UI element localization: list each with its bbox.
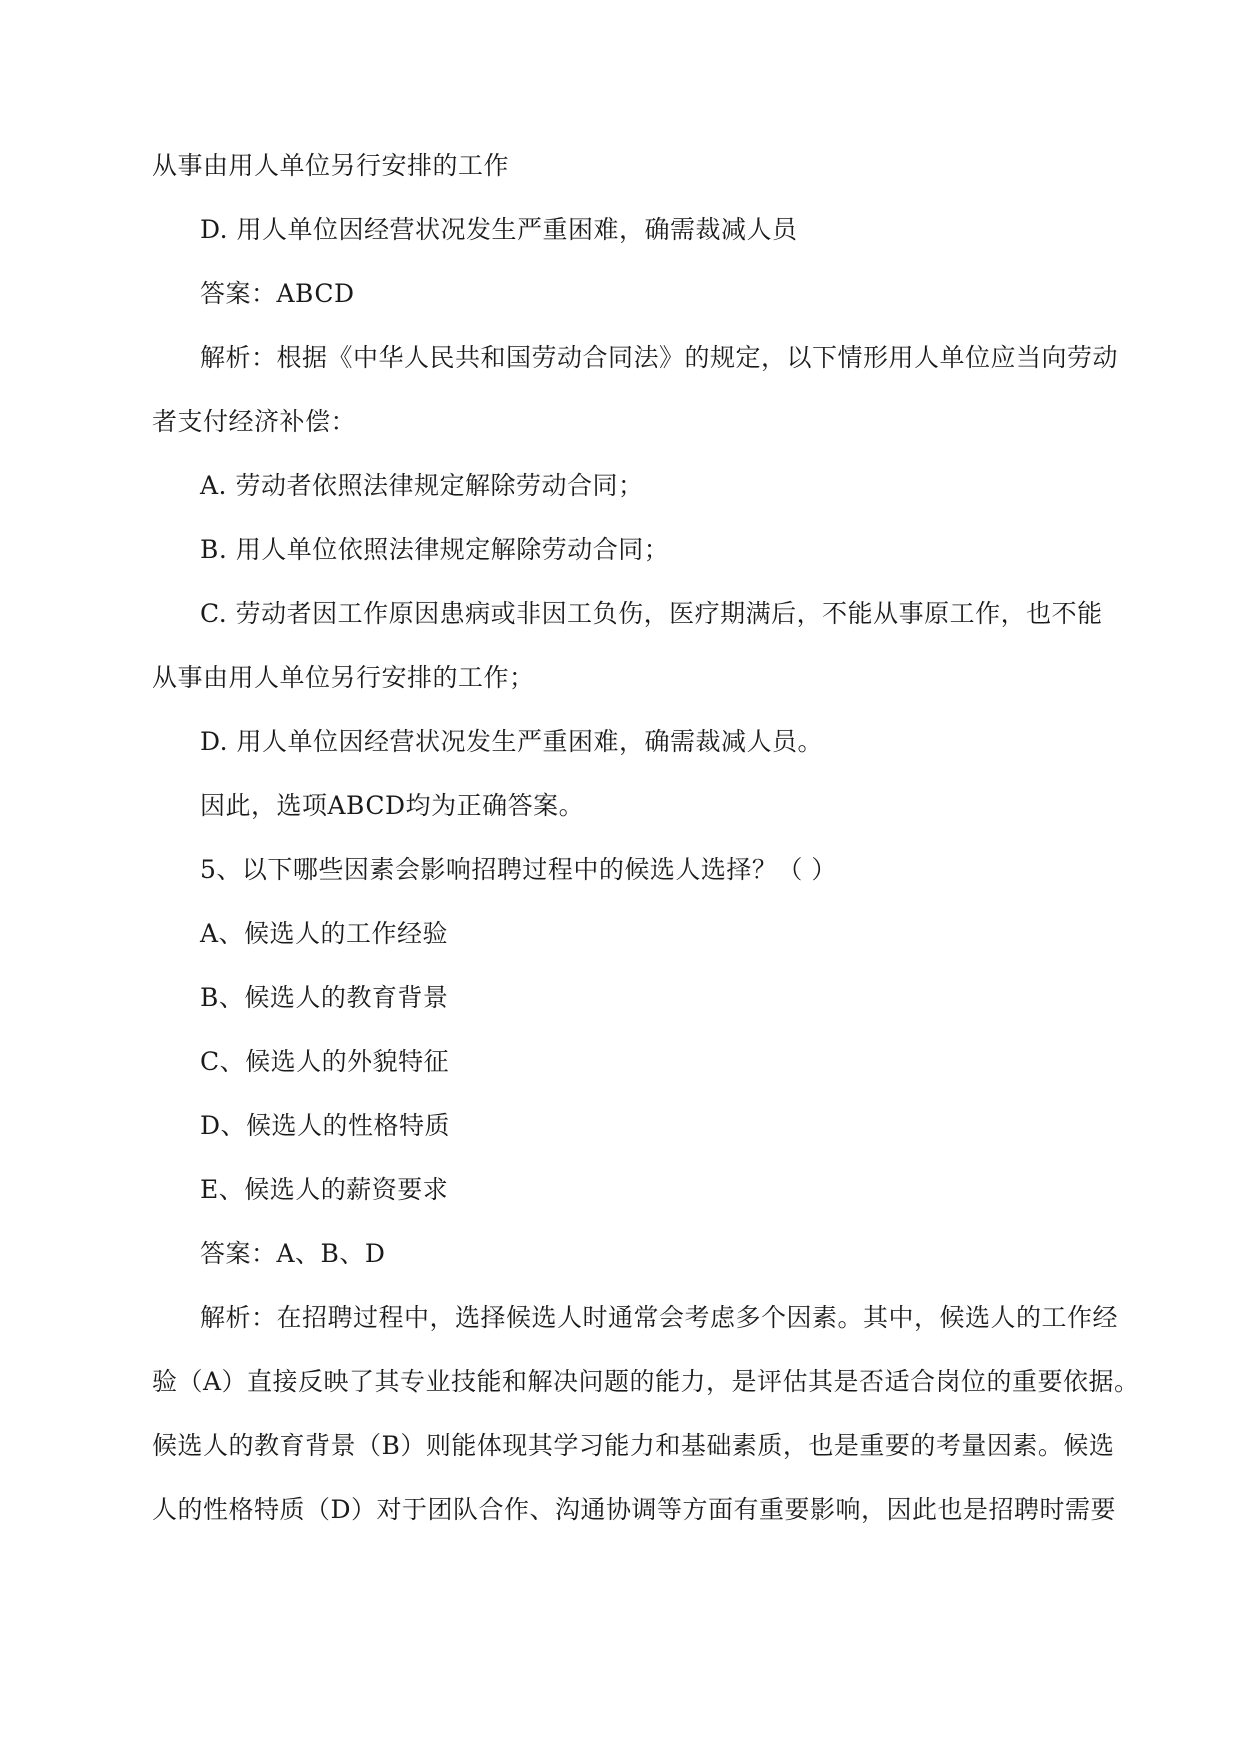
analysis-item-b: B. 用人单位依照法律规定解除劳动合同； <box>200 535 670 564</box>
answer-line: 答案：ABCD <box>200 279 355 308</box>
option-d: D、候选人的性格特质 <box>200 1111 451 1140</box>
continuation-line: 从事由用人单位另行安排的工作 <box>152 151 510 180</box>
option-b: B、候选人的教育背景 <box>200 983 449 1012</box>
option-e: E、候选人的薪资要求 <box>200 1175 449 1204</box>
analysis-item-d: D. 用人单位因经营状况发生严重困难，确需裁减人员。 <box>200 727 824 756</box>
analysis-q5-line-1: 解析：在招聘过程中，选择候选人时通常会考虑多个因素。其中，候选人的工作经 <box>200 1303 1119 1332</box>
analysis-q5-line-3: 候选人的教育背景（B）则能体现其学习能力和基础素质，也是重要的考量因素。候选 <box>152 1431 1115 1460</box>
analysis-line: 解析：根据《中华人民共和国劳动合同法》的规定，以下情形用人单位应当向劳动 <box>200 343 1119 372</box>
question-5: 5、以下哪些因素会影响招聘过程中的候选人选择？（ ） <box>200 855 837 884</box>
answer-line-q5: 答案：A、B、D <box>200 1239 386 1268</box>
analysis-continuation-line: 者支付经济补偿： <box>152 407 357 436</box>
option-d-line: D. 用人单位因经营状况发生严重困难，确需裁减人员 <box>200 215 798 244</box>
analysis-item-c-continuation: 从事由用人单位另行安排的工作； <box>152 663 535 692</box>
conclusion-line: 因此，选项ABCD均为正确答案。 <box>200 791 585 820</box>
analysis-item-a: A. 劳动者依照法律规定解除劳动合同； <box>200 471 644 500</box>
analysis-item-c: C. 劳动者因工作原因患病或非因工负伤，医疗期满后，不能从事原工作，也不能 <box>200 599 1103 628</box>
analysis-q5-line-4: 人的性格特质（D）对于团队合作、沟通协调等方面有重要影响，因此也是招聘时需要 <box>152 1495 1117 1524</box>
analysis-q5-line-2: 验（A）直接反映了其专业技能和解决问题的能力，是评估其是否适合岗位的重要依据。 <box>152 1367 1140 1396</box>
option-a: A、候选人的工作经验 <box>200 919 449 948</box>
option-c: C、候选人的外貌特征 <box>200 1047 450 1076</box>
